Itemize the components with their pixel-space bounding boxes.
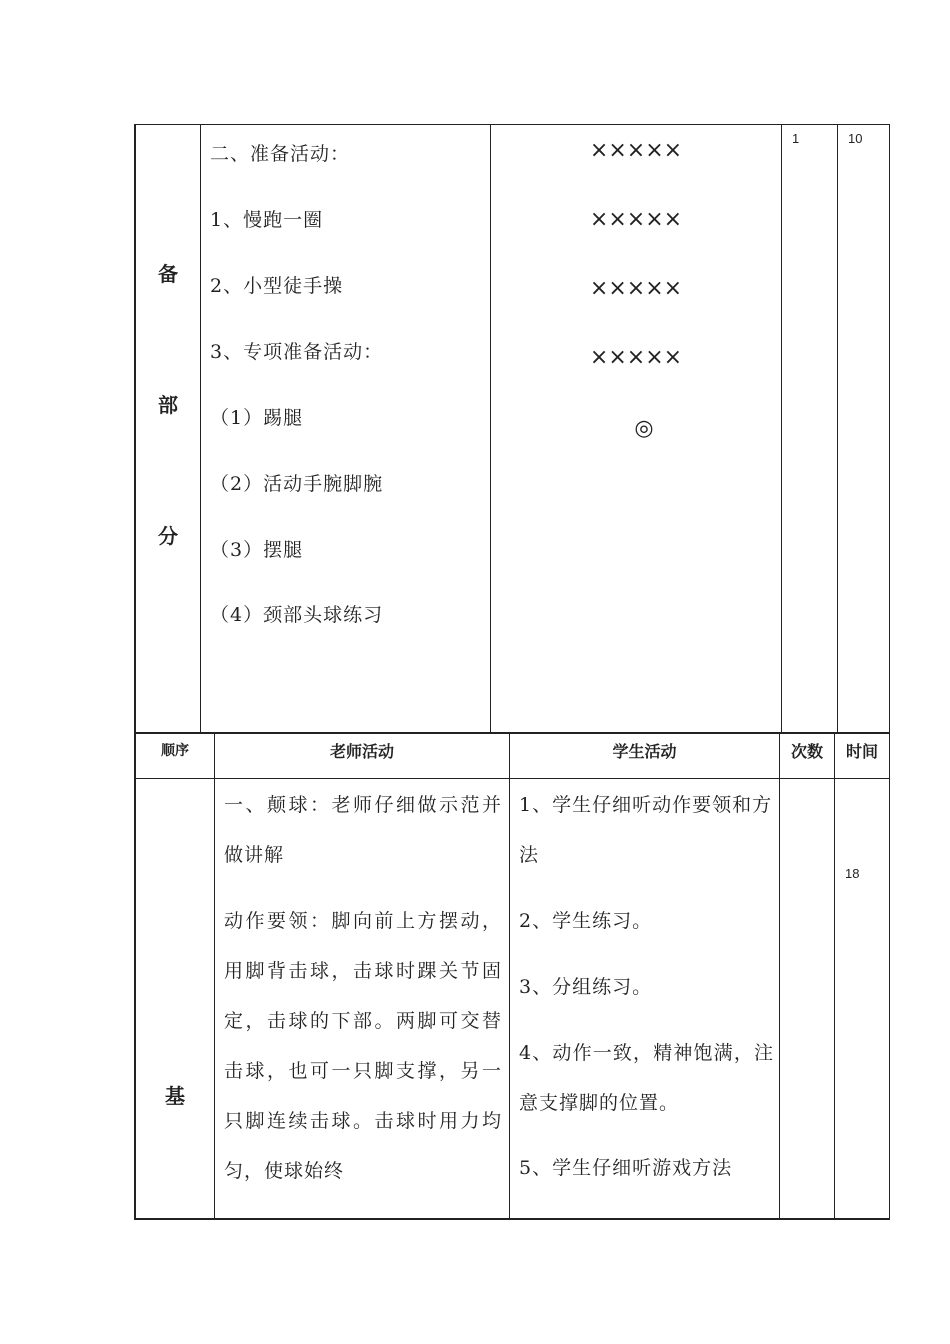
formation-row-4: ××××× (589, 345, 683, 370)
student-item-2: 2、学生练习。 (519, 910, 653, 932)
formation-row-2: ××××× (589, 207, 683, 232)
header-bottom-line (134, 778, 890, 779)
formation-row-3: ××××× (589, 276, 683, 301)
prep-label-char-1: 备 (158, 262, 178, 286)
student-item-4: 4、动作一致，精神饱满，注意支撑脚的位置。 (519, 1042, 774, 1114)
student-item-1: 1、学生仔细听动作要领和方法 (519, 794, 773, 866)
header-count: 次数 (790, 742, 823, 761)
basic-col-line-2 (509, 733, 510, 1219)
basic-col-line-1 (214, 733, 215, 1219)
table-border-left (134, 124, 136, 1220)
teacher-activity-intro: 一、颠球：老师仔细做示范并做讲解 (224, 794, 502, 866)
prep-count: 1 (792, 131, 800, 146)
prep-time: 10 (848, 131, 863, 146)
basic-col-line-3 (779, 733, 780, 1219)
prep-line-4: 3、专项准备活动： (210, 341, 384, 363)
table-border-top (134, 124, 890, 125)
prep-label-char-2: 部 (158, 393, 178, 417)
basic-col-line-4 (834, 733, 835, 1219)
prep-line-7: （3）摆腿 (210, 539, 304, 561)
prep-line-6: （2）活动手腕脚腕 (210, 473, 384, 495)
prep-line-5: （1）踢腿 (210, 407, 304, 429)
prep-line-8: （4）颈部头球练习 (210, 604, 384, 626)
header-student: 学生活动 (612, 742, 677, 761)
table-border-bottom (134, 1218, 890, 1220)
prep-col-line-1 (200, 124, 201, 733)
table-border-right (889, 124, 890, 1220)
formation-row-1: ××××× (589, 138, 683, 163)
header-time: 时间 (845, 742, 878, 761)
header-order: 顺序 (161, 743, 189, 759)
student-item-5: 5、学生仔细听游戏方法 (519, 1157, 733, 1179)
teacher-position-symbol: ◎ (634, 416, 654, 441)
basic-time: 18 (845, 866, 860, 881)
section-divider (134, 732, 890, 734)
teacher-activity-details: 动作要领：脚向前上方摆动，用脚背击球，击球时踝关节固定，击球的下部。两脚可交替击球，也可一只脚支撑，另一只脚连续击球。击球时用力均匀，使球始终 (224, 910, 502, 1182)
prep-line-1: 二、准备活动： (210, 143, 351, 165)
prep-line-3: 2、小型徒手操 (210, 275, 344, 297)
prep-label-char-3: 分 (158, 524, 178, 548)
prep-line-2: 1、慢跑一圈 (210, 209, 324, 231)
prep-col-line-4 (837, 124, 838, 733)
student-item-3: 3、分组练习。 (519, 976, 653, 998)
basic-label-char: 基 (165, 1084, 185, 1108)
header-teacher: 老师活动 (329, 742, 394, 761)
